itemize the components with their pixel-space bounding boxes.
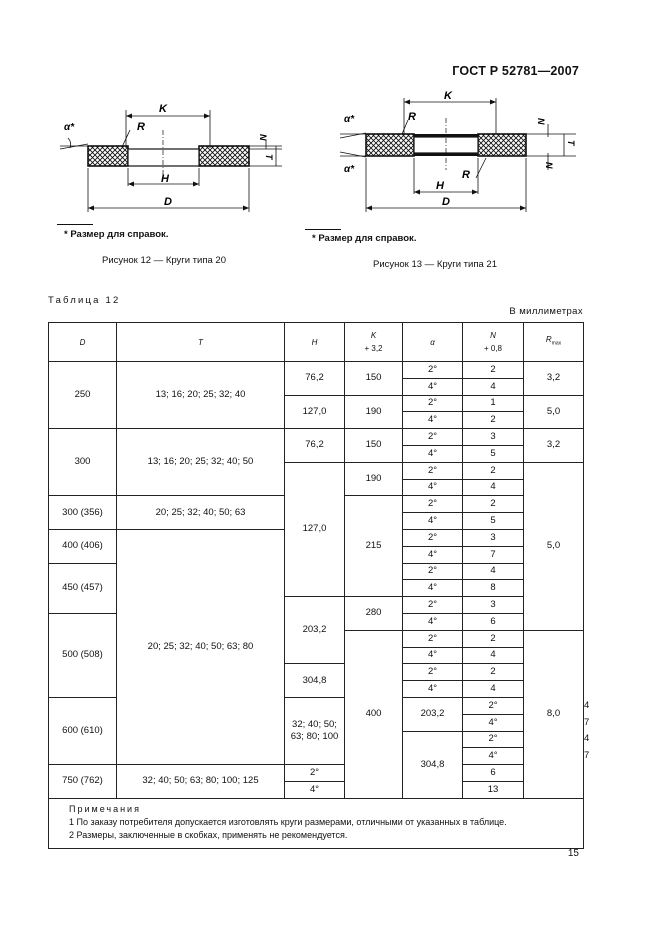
cell-n: 4 xyxy=(463,681,524,698)
cell-n: 2 xyxy=(463,664,524,681)
table-row: 4° 7 xyxy=(49,748,584,765)
cell-alpha: 4° xyxy=(403,378,463,395)
cell-n: 13 xyxy=(463,781,524,798)
figure-12-drawing xyxy=(50,100,290,220)
fig12-d-label: D xyxy=(164,196,172,208)
cell-r: 5,0 xyxy=(524,395,584,429)
cell-n: 1 xyxy=(463,395,524,412)
cell-alpha: 4° xyxy=(403,546,463,563)
fig12-alpha-label: α* xyxy=(64,122,75,133)
header-n: N + 0,8 xyxy=(463,323,524,362)
cell-alpha: 2° xyxy=(463,697,524,714)
cell-n: 6 xyxy=(463,765,524,782)
note-item: 1 По заказу потребителя допускается изготовлять круги размерами, отличными от указанных в таблице. xyxy=(69,816,507,827)
table-row xyxy=(49,765,584,782)
fig13-footnote-rule xyxy=(305,229,341,230)
cell-r: 3,2 xyxy=(524,429,584,463)
cell-n: 4 xyxy=(463,378,524,395)
notes-title: Примечания xyxy=(69,803,141,814)
cell-h: 127,0 xyxy=(285,462,345,596)
cell-n: 3 xyxy=(463,597,524,614)
units-note: В миллиметрах xyxy=(509,306,583,317)
cell-h: 203,2 xyxy=(285,597,345,664)
cell-alpha: 2° xyxy=(403,462,463,479)
cell-r: 3,2 xyxy=(524,362,584,396)
fig12-k-label: K xyxy=(159,103,167,115)
cell-t: 20; 25; 32; 40; 50; 63; 80 xyxy=(117,529,285,764)
cell-alpha: 2° xyxy=(403,395,463,412)
fig12-t-label: T xyxy=(264,154,274,160)
cell-alpha: 2° xyxy=(403,664,463,681)
fig13-t-label: T xyxy=(566,140,576,146)
fig12-footnote-rule xyxy=(57,224,93,225)
cell-n: 4 xyxy=(463,479,524,496)
cell-k: 400 xyxy=(345,630,403,798)
cell-h: 203,2 xyxy=(403,697,463,731)
cell-k: 215 xyxy=(345,496,403,597)
cell-t: 20; 25; 32; 40; 50; 63 xyxy=(117,496,285,530)
table-row xyxy=(49,429,584,446)
cell-n: 5 xyxy=(463,445,524,462)
header-d: D xyxy=(49,323,117,362)
fig13-alpha-bottom-label: α* xyxy=(344,164,355,175)
fig13-footnote: * Размер для справок. xyxy=(312,233,417,244)
cell-alpha: 4° xyxy=(403,613,463,630)
cell-n: 2 xyxy=(463,630,524,647)
figure-13-drawing xyxy=(336,88,582,218)
cell-alpha: 4° xyxy=(403,412,463,429)
cell-d: 500 (508) xyxy=(49,613,117,697)
cell-r: 5,0 xyxy=(524,462,584,630)
cell-t: 13; 16; 20; 25; 32; 40; 50 xyxy=(117,429,285,496)
fig13-caption: Рисунок 13 — Круги типа 21 xyxy=(373,259,497,270)
header-h: H xyxy=(285,323,345,362)
cell-h: 76,2 xyxy=(285,362,345,396)
cell-alpha: 4° xyxy=(463,714,524,731)
cell-alpha: 4° xyxy=(285,781,345,798)
document-id: ГОСТ Р 52781—2007 xyxy=(452,64,579,78)
cell-alpha: 2° xyxy=(285,765,345,782)
fig12-footnote: * Размер для справок. xyxy=(64,229,169,240)
fig12-h-label: H xyxy=(161,173,169,185)
header-k: K + 3,2 xyxy=(345,323,403,362)
cell-alpha: 4° xyxy=(403,445,463,462)
header-alpha: α xyxy=(403,323,463,362)
cell-alpha: 2° xyxy=(403,630,463,647)
cell-alpha: 2° xyxy=(403,429,463,446)
fig13-n-bottom-label: N xyxy=(544,162,554,169)
fig12-n-label: N xyxy=(258,134,268,141)
fig13-alpha-top-label: α* xyxy=(344,114,355,125)
cell-alpha: 4° xyxy=(403,681,463,698)
cell-d: 250 xyxy=(49,362,117,429)
cell-alpha: 4° xyxy=(403,513,463,530)
fig13-r-label-top: R xyxy=(408,111,416,123)
cell-k: 280 xyxy=(345,597,403,631)
cell-k: 150 xyxy=(345,429,403,463)
cell-h: 304,8 xyxy=(403,731,463,798)
cell-r: 8,0 xyxy=(524,630,584,798)
cell-alpha: 2° xyxy=(463,731,524,748)
table-row xyxy=(49,362,584,379)
cell-n: 3 xyxy=(463,529,524,546)
fig13-h-label: H xyxy=(436,180,444,192)
note-item: 2 Размеры, заключенные в скобках, применять не рекомендуется. xyxy=(69,829,348,840)
cell-k: 150 xyxy=(345,362,403,396)
cell-alpha: 2° xyxy=(403,529,463,546)
fig13-d-label: D xyxy=(442,196,450,208)
cell-d: 600 (610) xyxy=(49,697,117,764)
cell-k: 190 xyxy=(345,462,403,496)
table-row: 600 (610) 32; 40; 50; 63; 80; 100 203,2 2° 4 xyxy=(49,697,584,714)
cell-d: 750 (762) xyxy=(49,765,117,799)
table-row: 304,8 2° 4 xyxy=(49,731,584,748)
cell-n: 3 xyxy=(463,429,524,446)
table-row: 4° 7 xyxy=(49,714,584,731)
cell-alpha: 4° xyxy=(403,580,463,597)
cell-n: 8 xyxy=(463,580,524,597)
fig12-caption: Рисунок 12 — Круги типа 20 xyxy=(102,255,226,266)
cell-n: 4 xyxy=(463,563,524,580)
fig12-r-label: R xyxy=(137,121,145,133)
cell-alpha: 4° xyxy=(403,479,463,496)
cell-n: 2 xyxy=(463,462,524,479)
cell-n: 6 xyxy=(463,613,524,630)
cell-n: 2 xyxy=(463,362,524,379)
cell-n: 5 xyxy=(463,513,524,530)
fig13-n-top-label: N xyxy=(536,118,546,125)
cell-n: 2 xyxy=(463,496,524,513)
fig13-k-label: K xyxy=(444,90,452,102)
cell-k: 190 xyxy=(345,395,403,429)
cell-n: 7 xyxy=(463,546,524,563)
table-title: Таблица 12 xyxy=(48,295,121,306)
header-r: $R_{max}$ xyxy=(524,323,584,362)
table-header-row xyxy=(49,323,584,362)
cell-h: 76,2 xyxy=(285,429,345,463)
page-number: 15 xyxy=(567,848,579,859)
cell-alpha: 4° xyxy=(463,748,524,765)
cell-t: 32; 40; 50; 63; 80; 100; 125 xyxy=(117,765,285,799)
cell-alpha: 2° xyxy=(403,496,463,513)
cell-d: 300 (356) xyxy=(49,496,117,530)
cell-alpha: 4° xyxy=(403,647,463,664)
cell-alpha: 2° xyxy=(403,597,463,614)
header-t: T xyxy=(117,323,285,362)
cell-h: 127,0 xyxy=(285,395,345,429)
cell-h: 304,8 xyxy=(285,664,345,698)
fig13-r-label-bottom: R xyxy=(462,169,470,181)
cell-d: 400 (406) xyxy=(49,529,117,563)
notes-row xyxy=(49,798,584,848)
cell-alpha: 2° xyxy=(403,563,463,580)
cell-d: 300 xyxy=(49,429,117,496)
dimensions-table xyxy=(48,322,590,849)
cell-n: 2 xyxy=(463,412,524,429)
cell-t: 13; 16; 20; 25; 32; 40 xyxy=(117,362,285,429)
cell-n: 4 xyxy=(463,647,524,664)
notes-cell xyxy=(49,798,584,848)
cell-alpha: 2° xyxy=(403,362,463,379)
cell-d: 450 (457) xyxy=(49,563,117,613)
cell-t: 32; 40; 50; 63; 80; 100 xyxy=(285,697,345,764)
